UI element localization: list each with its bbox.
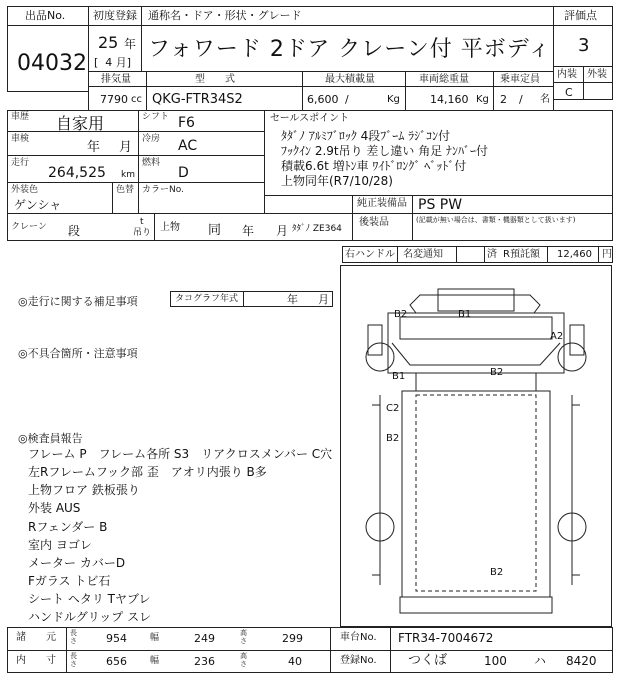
- aftermarket-label: 後装品: [359, 217, 389, 228]
- sales-label: セールスポイント: [270, 113, 350, 124]
- outer-width: 249: [194, 632, 215, 645]
- sales-line-4: 上物同年(R7/10/28): [281, 174, 393, 188]
- mileage-value: 264,525: [48, 165, 106, 181]
- outer-width-label: 幅: [150, 633, 160, 643]
- gate-right: [572, 395, 580, 585]
- reg-label: 登録No.: [340, 655, 377, 666]
- tachograph-year: 年: [287, 293, 298, 306]
- driving-notes-label: ◎走行に関する補足事項: [18, 295, 138, 308]
- recycle-amount: 12,460: [557, 249, 592, 260]
- inner-height-label: 高さ: [240, 652, 247, 668]
- mark-2: B1: [458, 309, 472, 320]
- displacement-unit: cc: [131, 94, 142, 105]
- tail: [400, 597, 552, 613]
- recycle-yen: 円: [602, 249, 612, 260]
- capacity-value: 2: [500, 93, 507, 106]
- gross-weight-unit: Kg: [476, 94, 489, 105]
- ext-color-value: ゲンシャ: [14, 198, 62, 212]
- sales-line-2: ﾌｯｸｲﾝ 2.9t吊り 差し違い 角足 ﾅﾝﾊﾞｰ付: [281, 144, 489, 158]
- inspection-year: 年: [87, 140, 101, 155]
- shift-value: F6: [178, 115, 195, 131]
- inner-length: 656: [106, 655, 127, 668]
- history-value: 自家用: [56, 114, 105, 133]
- gross-weight-label: 車両総重量: [419, 74, 469, 85]
- tadano-code: ﾀﾀﾞﾉ ZE364: [292, 224, 342, 234]
- inspector-line-10: ハンドルグリップ スレ: [28, 610, 152, 624]
- first-reg-year-unit: 年: [124, 37, 137, 51]
- max-load-sep: /: [345, 93, 349, 106]
- max-load-unit: Kg: [387, 94, 400, 105]
- outer-height: 299: [282, 632, 303, 645]
- first-reg-label: 初度登録: [93, 9, 137, 22]
- mark-1: B2: [394, 309, 408, 320]
- bed-inner: [416, 395, 536, 591]
- gate-left: [372, 395, 380, 585]
- wheel-front-right: [558, 343, 586, 371]
- reg-place: つくば: [408, 653, 448, 668]
- inspection-label: 車検: [11, 134, 30, 144]
- recycle-label: R預託額: [503, 249, 540, 260]
- tachograph-month: 月: [318, 293, 329, 306]
- cab-body: [388, 313, 564, 373]
- crane-hang: 吊り: [133, 228, 152, 238]
- first-reg-month: [ 4 月]: [94, 56, 132, 69]
- crane-base: [416, 373, 536, 391]
- chassis-label: 車台No.: [340, 632, 377, 643]
- tachograph-label: タコグラフ年式: [175, 294, 239, 304]
- multi-change-label: 名変通知: [403, 249, 443, 260]
- mark-3: A2: [550, 331, 564, 342]
- crane-label: クレーン: [11, 222, 47, 232]
- score-value: 3: [578, 35, 590, 56]
- sales-line-1: ﾀﾀﾞﾉ ｱﾙﾐﾌﾞﾛｯｸ 4段ﾌﾞｰﾑ ﾗｼﾞｺﾝ付: [281, 129, 451, 143]
- displacement-label: 排気量: [101, 74, 131, 85]
- color-change-label: 色替: [116, 185, 135, 195]
- mark-5: B2: [490, 367, 504, 378]
- ac-label: 冷房: [142, 134, 161, 144]
- first-reg-year: 25: [98, 33, 119, 52]
- mark-7: B2: [386, 433, 400, 444]
- interior-grade: C: [565, 86, 573, 99]
- wheel-front-left: [366, 343, 394, 371]
- inspector-line-8: Fガラス トビ石: [28, 574, 111, 588]
- upper-same: 同: [208, 223, 222, 238]
- history-label: 車歴: [11, 112, 30, 122]
- size-label: 諸 元: [16, 632, 56, 643]
- mirror-right: [570, 325, 584, 355]
- inner-width-label: 幅: [150, 656, 160, 666]
- inspector-line-3: 上物フロア 鉄板張り: [28, 483, 140, 497]
- mark-6: C2: [386, 403, 400, 414]
- chassis-value: FTR34-7004672: [398, 631, 494, 645]
- reg-kana: ハ: [534, 654, 547, 668]
- truck-diagram: [340, 265, 612, 627]
- windshield: [400, 317, 552, 339]
- inspector-line-7: メーター カバーD: [28, 556, 126, 570]
- exterior-label: 外装: [587, 69, 607, 80]
- fuel-label: 燃料: [142, 158, 161, 168]
- inspector-line-2: 左Rフレームフック部 歪 アオリ内張り B多: [28, 465, 267, 479]
- mark-4: B1: [392, 371, 406, 382]
- cab-outline: [410, 295, 540, 313]
- crane-box: [438, 289, 514, 311]
- lot-label: 出品No.: [25, 9, 66, 22]
- model-label: 型 式: [195, 74, 235, 85]
- ext-color-label: 外装色: [11, 185, 39, 195]
- interior-label: 内装: [557, 69, 577, 80]
- capacity-label: 乗車定員: [500, 74, 540, 85]
- lot-number: 04032: [17, 51, 87, 76]
- max-load-value: 6,600: [307, 93, 339, 106]
- genuine-value: PS PW: [418, 197, 463, 213]
- mileage-unit: km: [121, 170, 135, 180]
- inspector-line-6: 室内 ヨゴレ: [28, 538, 92, 552]
- upper-year: 年: [242, 224, 255, 238]
- mirror-left: [368, 325, 382, 355]
- car-name: フォワード 2ドア クレーン付 平ボディ: [148, 37, 552, 62]
- max-load-label: 最大積載量: [325, 74, 375, 85]
- inspector-line-1: フレーム P フレーム各所 S3 リアクロスメンバー C穴: [28, 447, 333, 461]
- name-label: 通称名・ドア・形状・グレード: [148, 9, 302, 22]
- mark-8: B2: [490, 567, 504, 578]
- shift-label: シフト: [142, 112, 170, 122]
- displacement-value: 7790: [100, 93, 128, 106]
- right-handle: 右ハンドル: [345, 249, 395, 260]
- recycle-mark: 済: [487, 249, 497, 260]
- fuel-value: D: [178, 165, 189, 181]
- aftermarket-note: (記載が無い場合は、書類・機器類として扱います): [416, 216, 576, 224]
- color-no-label: カラーNo.: [142, 185, 184, 195]
- inspection-month: 月: [119, 140, 133, 155]
- genuine-label: 純正装備品: [357, 198, 407, 209]
- inner-length-label: 長さ: [70, 652, 77, 668]
- crane-ton: t: [140, 217, 144, 227]
- inner-width: 236: [194, 655, 215, 668]
- defects-label: ◎不具合箇所・注意事項: [18, 347, 138, 360]
- upper-month: 月: [276, 224, 289, 238]
- ac-value: AC: [178, 138, 198, 154]
- score-label: 評価点: [564, 9, 597, 22]
- inspector-line-5: Rフェンダー B: [28, 520, 108, 534]
- inspector-label: ◎検査員報告: [18, 432, 83, 445]
- outer-height-label: 高さ: [240, 629, 247, 645]
- outer-length: 954: [106, 632, 127, 645]
- capacity-unit: 名: [540, 94, 550, 105]
- inner-label: 内 寸: [16, 655, 56, 666]
- crane-stage: 段: [68, 224, 81, 238]
- outer-length-label: 長さ: [70, 629, 77, 645]
- inspector-line-9: シート ヘタリ Tヤブレ: [28, 592, 151, 606]
- sales-line-3: 積載6.6t 増ﾄﾝ車 ﾜｲﾄﾞﾛﾝｸﾞ ﾍﾞｯﾄﾞ付: [281, 159, 467, 173]
- inner-height: 40: [288, 655, 302, 668]
- inspector-line-4: 外装 AUS: [28, 501, 81, 515]
- reg-class: 100: [484, 654, 507, 668]
- gross-weight-value: 14,160: [430, 93, 469, 106]
- mileage-label: 走行: [11, 158, 30, 168]
- bed-outline: [402, 391, 550, 597]
- model-value: QKG-FTR34S2: [152, 92, 243, 107]
- cab-inner: [392, 343, 560, 365]
- upper-label: 上物: [160, 222, 180, 233]
- capacity-sep: /: [519, 93, 523, 106]
- reg-number: 8420: [566, 654, 597, 668]
